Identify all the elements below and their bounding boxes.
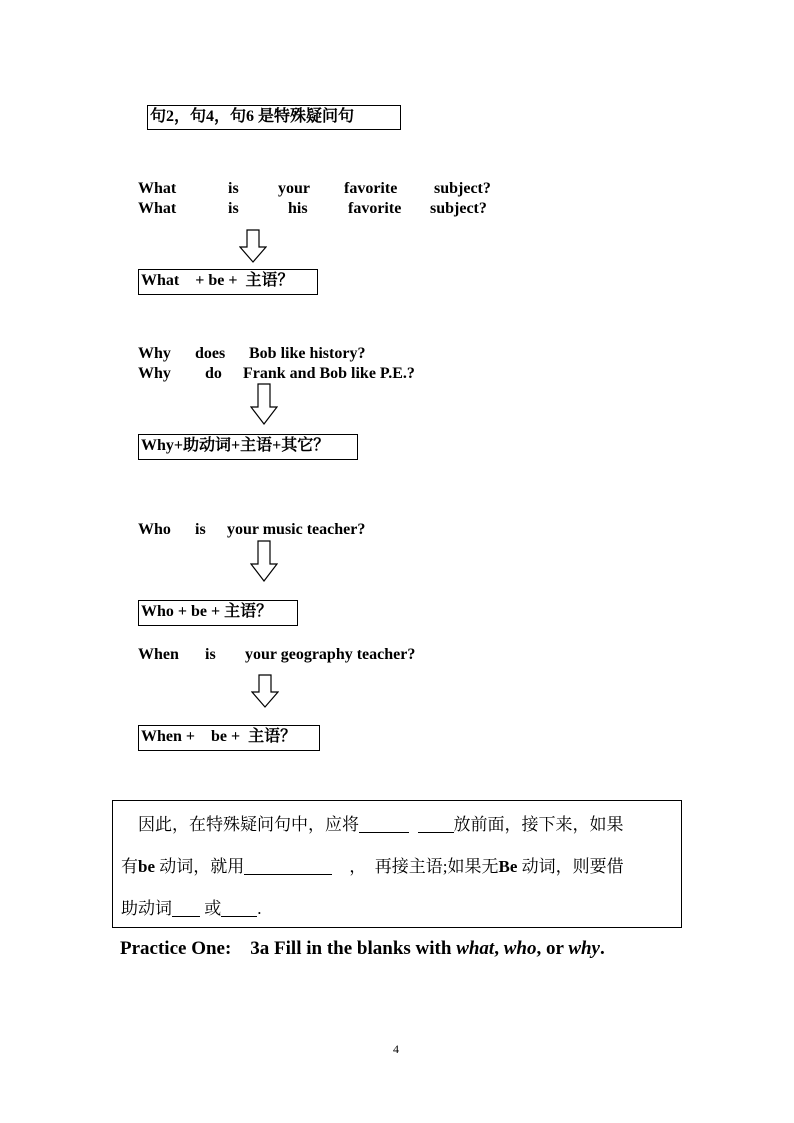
practice-heading bbox=[120, 938, 605, 960]
summary-text: 再接主语;如果无 bbox=[374, 857, 499, 876]
down-arrow-icon bbox=[250, 540, 278, 582]
blank-line bbox=[418, 814, 454, 833]
summary-box bbox=[112, 800, 682, 928]
word: When bbox=[138, 646, 179, 663]
practice-sep: , bbox=[494, 938, 504, 959]
summary-text: ， bbox=[349, 857, 367, 876]
word: your music teacher? bbox=[227, 521, 366, 538]
word: is bbox=[205, 646, 216, 663]
word: favorite bbox=[344, 180, 398, 197]
word: subject? bbox=[434, 180, 491, 197]
blank-line bbox=[221, 898, 257, 917]
who-formula-box: Who + be + 主语？ bbox=[138, 600, 298, 626]
practice-sep: , or bbox=[536, 938, 569, 959]
word: Why bbox=[138, 345, 171, 362]
summary-text: 或 bbox=[200, 899, 222, 918]
word: Why bbox=[138, 365, 171, 382]
word: your geography teacher? bbox=[245, 646, 416, 663]
summary-line-3 bbox=[121, 888, 673, 930]
summary-text: be bbox=[138, 857, 155, 876]
summary-text: 放前面，接下来，如果 bbox=[453, 815, 624, 834]
down-arrow-icon bbox=[251, 674, 279, 708]
summary-text: . bbox=[257, 899, 262, 918]
word: is bbox=[195, 521, 206, 538]
word: favorite bbox=[348, 200, 402, 217]
down-arrow-icon bbox=[250, 383, 278, 425]
word: his bbox=[288, 200, 308, 217]
summary-text: 助动词 bbox=[121, 899, 172, 918]
practice-end: . bbox=[600, 938, 605, 959]
practice-word-why: why bbox=[568, 938, 600, 959]
practice-word-what: what bbox=[456, 938, 495, 959]
why-formula-box: Why+助动词+主语+其它？ bbox=[138, 434, 358, 460]
word: do bbox=[205, 365, 222, 382]
practice-word-who: who bbox=[503, 938, 537, 959]
word: your bbox=[278, 180, 310, 197]
what-formula-box: What + be + 主语？ bbox=[138, 269, 318, 295]
word: What bbox=[138, 180, 177, 197]
page-number: 4 bbox=[393, 1042, 399, 1056]
header-box: 句2，句4，句6 是特殊疑问句 bbox=[147, 105, 401, 130]
blank-line bbox=[172, 898, 200, 917]
down-arrow-icon bbox=[239, 229, 267, 263]
word: Frank and Bob like P.E.? bbox=[243, 365, 415, 382]
blank-line bbox=[244, 856, 332, 875]
word: subject? bbox=[430, 200, 487, 217]
summary-text: Be bbox=[498, 857, 518, 876]
practice-prefix: Practice One: 3a Fill in the blanks with bbox=[120, 938, 457, 959]
when-formula-box: When + be + 主语？ bbox=[138, 725, 320, 751]
blank-line bbox=[359, 814, 409, 833]
summary-line-2 bbox=[121, 846, 673, 888]
word: Who bbox=[138, 521, 171, 538]
word: is bbox=[228, 200, 239, 217]
summary-text: 动词，就用 bbox=[155, 857, 245, 876]
word: does bbox=[195, 345, 226, 362]
word: What bbox=[138, 200, 177, 217]
summary-text: 因此，在特殊疑问句中，应将 bbox=[138, 815, 359, 834]
summary-line-1 bbox=[121, 804, 673, 846]
word: is bbox=[228, 180, 239, 197]
summary-text: 动词，则要借 bbox=[517, 857, 624, 876]
word: Bob like history? bbox=[249, 345, 366, 362]
summary-text: 有 bbox=[121, 857, 138, 876]
